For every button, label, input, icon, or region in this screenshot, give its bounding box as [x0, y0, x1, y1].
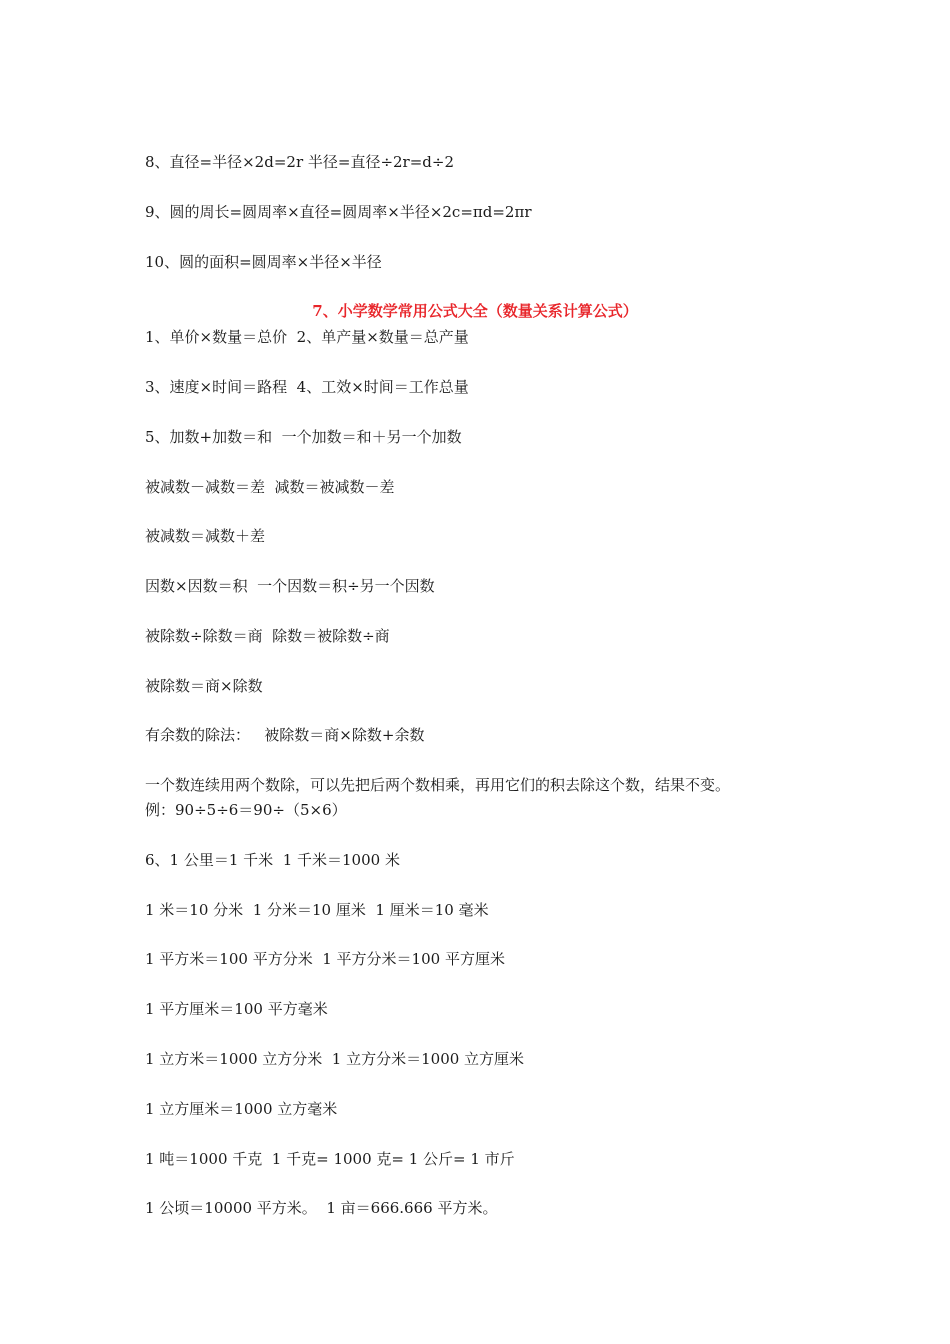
unit-line: 1 立方厘米＝1000 立方毫米 — [145, 1100, 338, 1118]
formula-line: 被除数＝商×除数 — [145, 677, 263, 695]
example-line: 例：90÷5÷6＝90÷（5×6） — [145, 801, 347, 819]
formula-line: 被减数＝减数＋差 — [145, 527, 266, 545]
formula-line: 被除数÷除数＝商 除数＝被除数÷商 — [145, 627, 390, 645]
unit-line: 1 平方厘米＝100 平方毫米 — [145, 1000, 328, 1018]
formula-line-circumference: 9、圆的周长=圆周率×直径=圆周率×半径×2c=πd=2πr — [145, 203, 532, 221]
unit-line: 6、1 公里＝1 千米 1 千米＝1000 米 — [145, 851, 400, 869]
formula-line: 3、速度×时间＝路程 4、工效×时间＝工作总量 — [145, 378, 469, 396]
formula-line: 5、加数+加数＝和 一个加数＝和＋另一个加数 — [145, 428, 462, 446]
formula-line: 有余数的除法： 被除数＝商×除数+余数 — [145, 726, 425, 744]
unit-line: 1 平方米＝100 平方分米 1 平方分米＝100 平方厘米 — [145, 950, 505, 968]
formula-line-diameter: 8、直径=半径×2d=2r 半径=直径÷2r=d÷2 — [145, 153, 455, 171]
unit-line: 1 公顷＝10000 平方米。 1 亩＝666.666 平方米。 — [145, 1199, 498, 1217]
formula-line: 1、单价×数量＝总价 2、单产量×数量＝总产量 — [145, 328, 469, 346]
unit-line: 1 吨＝1000 千克 1 千克= 1000 克= 1 公斤= 1 市斤 — [145, 1150, 515, 1168]
section-heading: 7、小学数学常用公式大全（数量关系计算公式） — [312, 302, 638, 320]
formula-line: 被减数－减数＝差 减数＝被减数－差 — [145, 478, 395, 496]
formula-line-circle-area: 10、圆的面积=圆周率×半径×半径 — [145, 253, 382, 271]
unit-line: 1 米＝10 分米 1 分米＝10 厘米 1 厘米＝10 毫米 — [145, 901, 489, 919]
unit-line: 1 立方米＝1000 立方分米 1 立方分米＝1000 立方厘米 — [145, 1050, 525, 1068]
formula-line: 因数×因数＝积 一个因数＝积÷另一个因数 — [145, 577, 435, 595]
formula-line: 一个数连续用两个数除，可以先把后两个数相乘，再用它们的积去除这个数，结果不变。 — [145, 776, 731, 794]
